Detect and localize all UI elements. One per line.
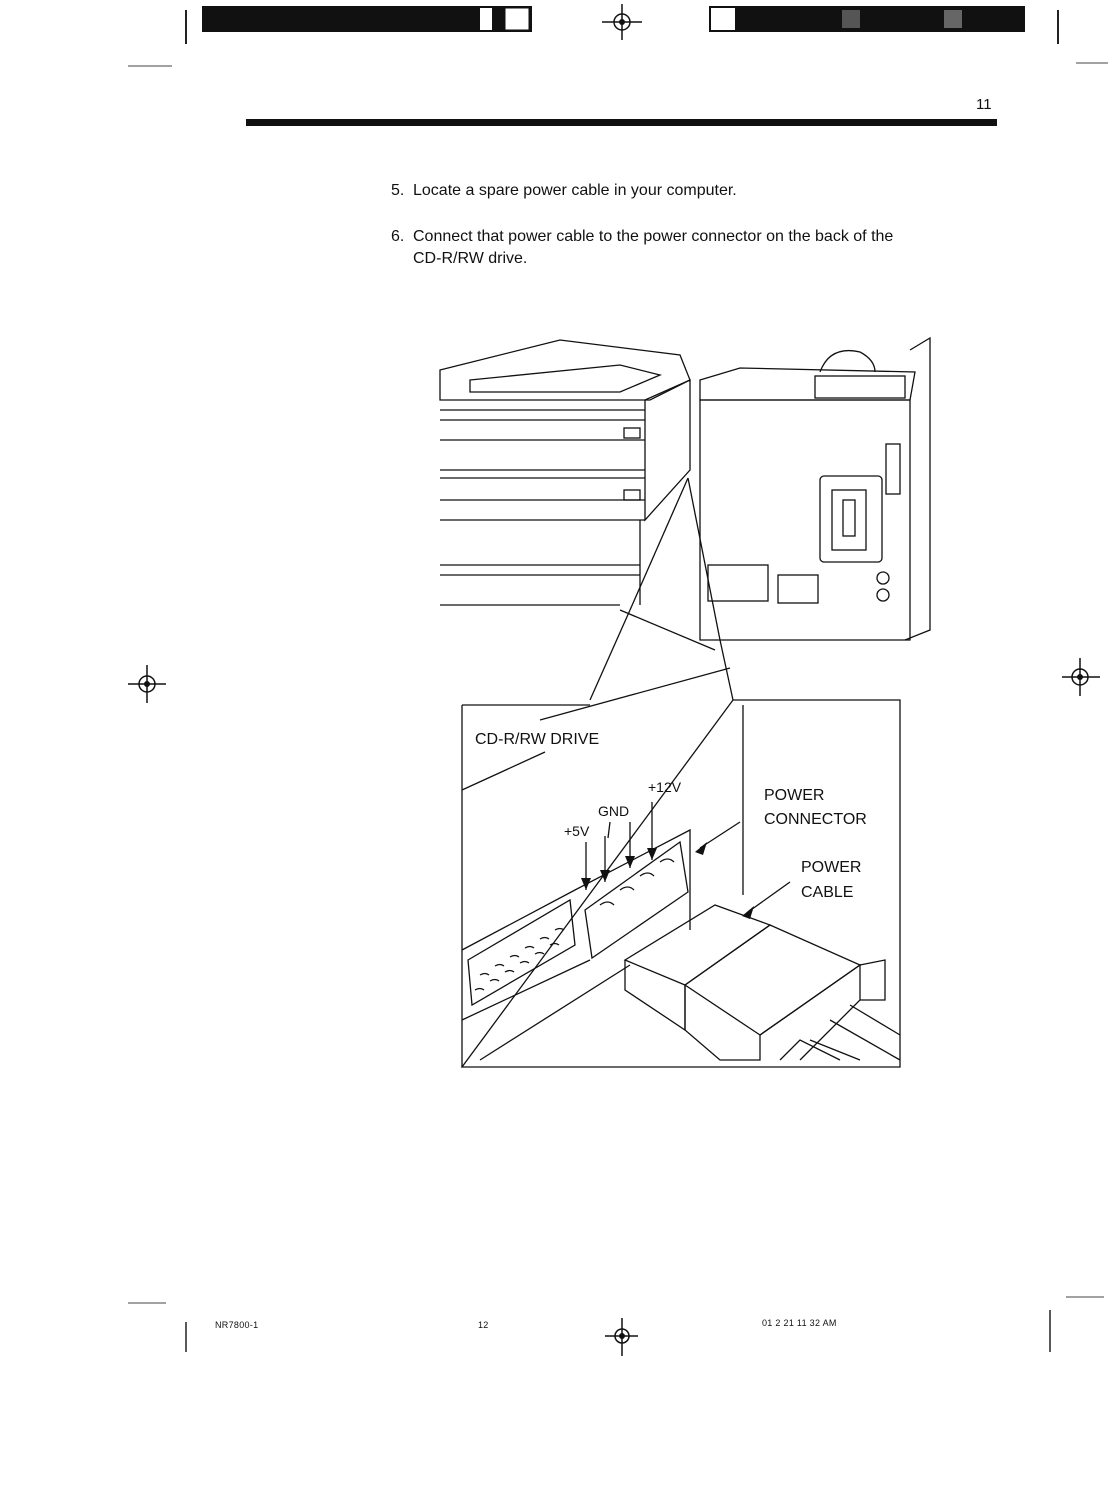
- pin-gnd-label: GND: [598, 803, 630, 819]
- step-text: Locate a spare power cable in your computer.: [413, 182, 737, 199]
- page-number: 11: [976, 96, 992, 113]
- step-number: 5.: [391, 182, 405, 199]
- cd-rw-installation-illustration: [430, 325, 950, 1085]
- footer-timestamp: 01 2 21 11 32 AM: [762, 1318, 837, 1328]
- step-6: [391, 226, 893, 270]
- power-connector-label-line2: CONNECTOR: [764, 811, 867, 828]
- footer-doc-code: NR7800-1: [215, 1320, 259, 1330]
- step-number: 6.: [391, 228, 405, 245]
- step-text: Connect that power cable to the power connector on the back of the: [413, 228, 894, 245]
- pin-5v-label: +5V: [564, 823, 590, 839]
- power-cable-label-line2: CABLE: [801, 884, 854, 901]
- power-connector-label-line1: POWER: [764, 787, 825, 804]
- step-text-continued: CD-R/RW drive.: [413, 250, 528, 267]
- power-cable-label-line1: POWER: [801, 859, 862, 876]
- header-rule: [246, 119, 997, 126]
- cd-rw-drive-label: CD-R/RW DRIVE: [475, 731, 600, 748]
- footer-sheet-number: 12: [478, 1320, 489, 1330]
- pin-12v-label: +12V: [648, 779, 682, 795]
- step-5: [391, 180, 737, 202]
